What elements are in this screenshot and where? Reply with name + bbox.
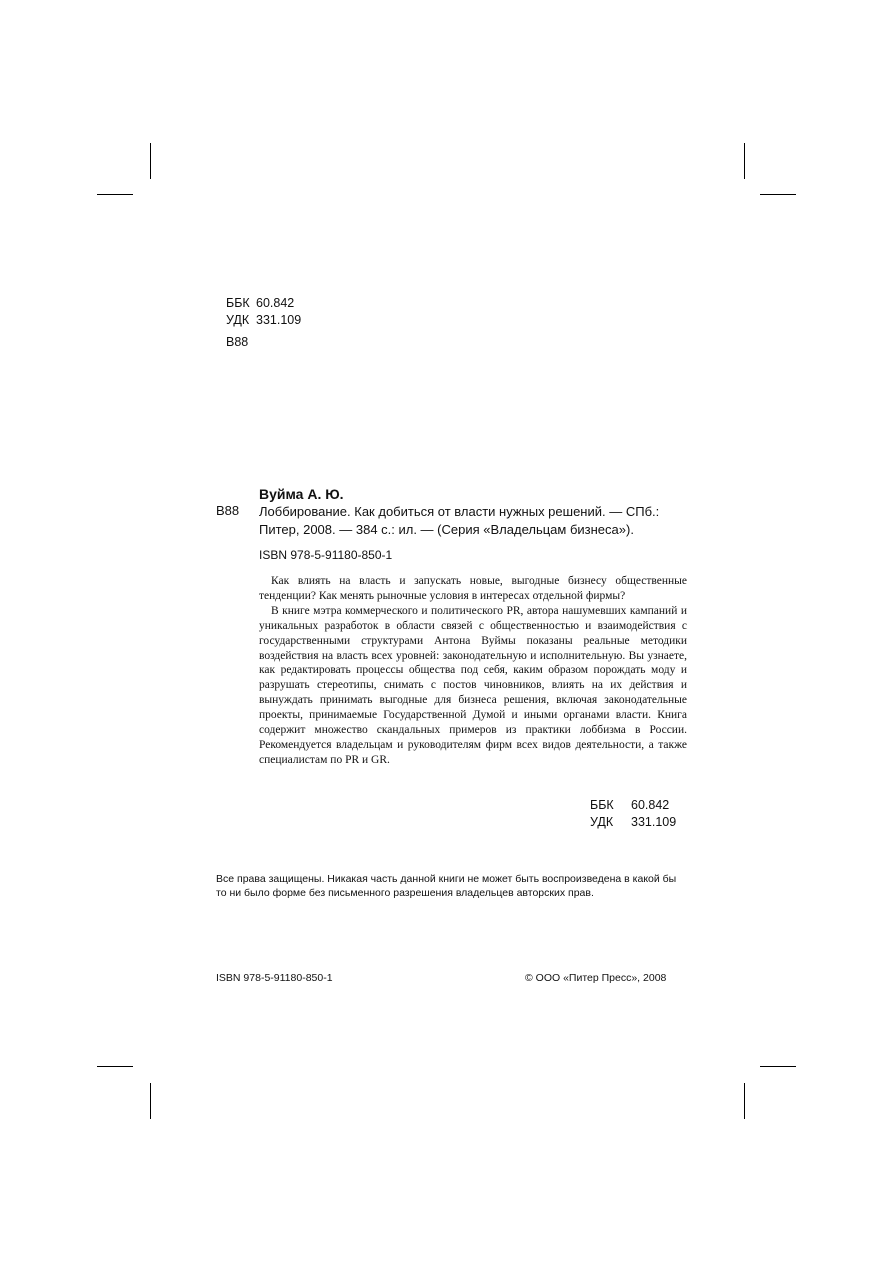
crop-mark-top-left-horizontal (97, 194, 133, 195)
top-bbk-row (226, 295, 301, 312)
crop-mark-bottom-left-horizontal (97, 1066, 133, 1067)
entry-title-line2: Питер, 2008. — 384 с.: ил. — (Серия «Владельцам бизнеса»). (259, 522, 634, 537)
annotation-paragraph-2: В книге мэтра коммерческого и политического PR, автора нашумевших кампаний и уникальных разработок в области связей с общественностью и взаимодействия с государственными структурами Антона Вуймы показаны реальные методики воздействия на власть всех уровней: законодательную и исполнительную. Вы узнаете, как редактировать процессы общества под себя, каким образом порождать моду и разрушать стереотипы, снимать с постов чиновников, влиять на их действия и вынуждать принимать выгодные для бизнеса решения, включая законодательные проекты, принимаемые Государственной Думой и иными органами власти. Книга содержит множество скандальных примеров из практики лоббизма в России. Рекомендуется владельцам и руководителям фирм всех видов деятельности, а также специалистам по PR и GR. (259, 604, 687, 766)
crop-mark-bottom-left-vertical (150, 1083, 151, 1119)
crop-mark-bottom-right-vertical (744, 1083, 745, 1119)
bottom-udk-label: УДК (590, 815, 614, 829)
entry-title (259, 503, 689, 539)
bottom-bbk-row (590, 797, 676, 814)
crop-mark-bottom-right-horizontal (760, 1066, 796, 1067)
crop-mark-top-left-vertical (150, 143, 151, 179)
top-author-code: В88 (226, 335, 249, 349)
bottom-classification (590, 797, 676, 831)
top-bbk-label: ББК (226, 296, 250, 310)
entry-isbn: ISBN 978-5-91180-850-1 (259, 548, 393, 562)
crop-mark-top-right-horizontal (760, 194, 796, 195)
top-classification (226, 295, 301, 351)
entry-author-code: В88 (216, 503, 240, 518)
bottom-udk-row (590, 814, 676, 831)
rights-notice: Все права защищены. Никакая часть данной книги не может быть воспроизведена в какой бы то ни было форме без письменного разрешения владельцев авторских прав. (216, 873, 677, 899)
footer-isbn: ISBN 978-5-91180-850-1 (216, 972, 333, 984)
annotation-paragraph-1: Как влиять на власть и запускать новые, выгодные бизнесу общественные тенденции? Как менять рыночные условия в интересах отдельной фирмы? (259, 575, 687, 602)
crop-mark-top-right-vertical (744, 143, 745, 179)
footer-copyright: © ООО «Питер Пресс», 2008 (525, 972, 667, 984)
bottom-bbk-value: 60.842 (631, 798, 670, 812)
top-udk-label: УДК (226, 313, 250, 327)
top-udk-value: 331.109 (256, 313, 302, 327)
entry-title-line1: Лоббирование. Как добиться от власти нужных решений. — СПб.: (259, 504, 660, 519)
entry-author: Вуйма А. Ю. (259, 486, 344, 502)
bottom-bbk-label: ББК (590, 798, 614, 812)
top-udk-row (226, 312, 301, 329)
top-bbk-value: 60.842 (256, 296, 295, 310)
bottom-udk-value: 331.109 (631, 815, 677, 829)
annotation (259, 574, 687, 768)
